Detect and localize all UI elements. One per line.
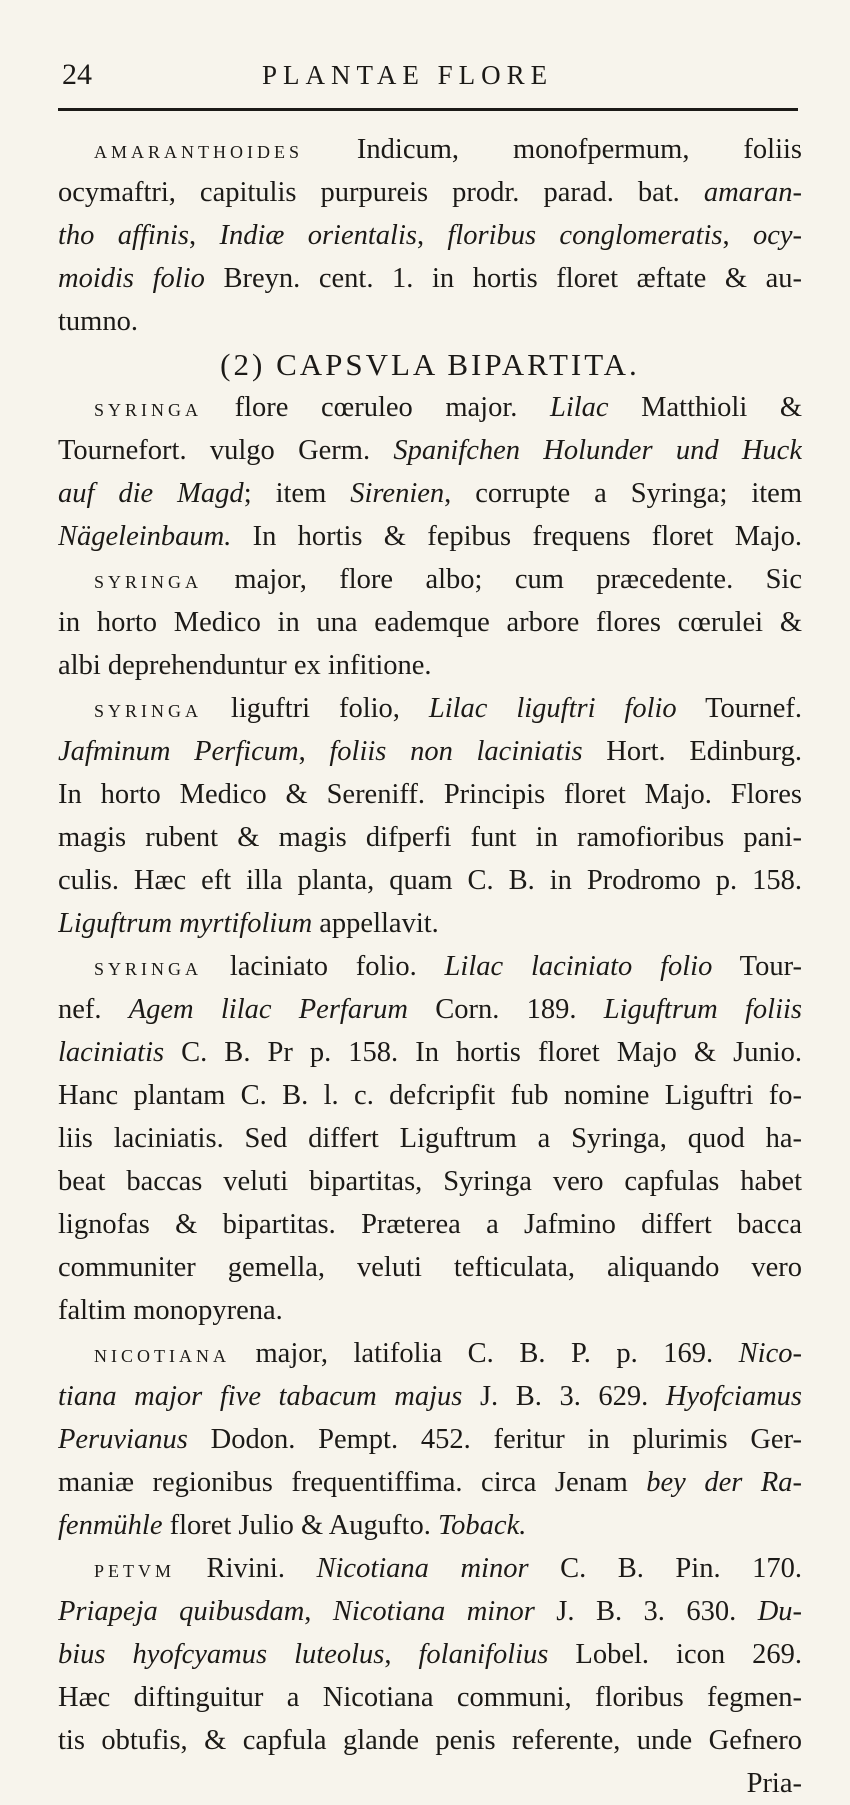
text-line: in horto Medico in una eademque arbore flores cœrulei & [58, 607, 802, 638]
header-rule [58, 108, 798, 111]
text-line: Peruvianus Dodon. Pempt. 452. feritur in plurimis Ger- [58, 1424, 802, 1455]
section-heading: (2) CAPSVLA BIPARTITA. [220, 347, 640, 382]
text-line: communiter gemella, veluti tefticulata, aliquando vero [58, 1252, 802, 1283]
text-line: Hæc diftinguitur a Nicotiana communi, floribus fegmen- [58, 1682, 802, 1713]
text-line: Jafminum Perficum, foliis non laciniatis Hort. Edinburg. [58, 736, 802, 767]
text-line: maniæ regionibus frequentiffima. circa Jenam bey der Ra- [58, 1467, 802, 1498]
text-line: SYRINGA flore cœruleo major. Lilac Matthioli & [94, 392, 802, 423]
text-line: tis obtufis, & capfula glande penis referente, unde Gefnero [58, 1725, 802, 1756]
text-line: tiana major five tabacum majus J. B. 3. 629. Hyofciamus [58, 1381, 802, 1412]
text-line: In horto Medico & Sereniff. Principis floret Majo. Flores [58, 779, 802, 810]
running-title: PLANTAE FLORE [262, 60, 554, 90]
text-line: SYRINGA liguftri folio, Lilac liguftri folio Tournef. [94, 693, 802, 724]
text-line: Tournefort. vulgo Germ. Spanifchen Holunder und Huck [58, 435, 802, 466]
text-line: Hanc plantam C. B. l. c. defcripfit fub nomine Liguftri fo- [58, 1080, 802, 1111]
catchword: Pria- [746, 1768, 802, 1799]
text-line: tumno. [58, 306, 138, 337]
text-line: PETVM Rivini. Nicotiana minor C. B. Pin. 170. [94, 1553, 802, 1584]
text-line: Priapeja quibusdam, Nicotiana minor J. B. 3. 630. Du- [58, 1596, 802, 1627]
text-line: magis rubent & magis difperfi funt in ramofioribus pani- [58, 822, 802, 853]
text-line: SYRINGA major, flore albo; cum præcedente. Sic [94, 564, 802, 595]
text-line: ocymaftri, capitulis purpureis prodr. parad. bat. amaran- [58, 177, 802, 208]
text-line: fenmühle floret Julio & Augufto. Toback. [58, 1510, 527, 1541]
page-number: 24 [62, 58, 92, 91]
text-line: auf die Magd; item Sirenien, corrupte a Syringa; item [58, 478, 802, 509]
text-line: bius hyofcyamus luteolus, folanifolius Lobel. icon 269. [58, 1639, 802, 1670]
text-line: liis laciniatis. Sed differt Liguftrum a Syringa, quod ha- [58, 1123, 802, 1154]
text-line: laciniatis C. B. Pr p. 158. In hortis floret Majo & Junio. [58, 1037, 802, 1068]
text-line: tho affinis, Indiæ orientalis, floribus conglomeratis, ocy- [58, 220, 802, 251]
text-line: NICOTIANA major, latifolia C. B. P. p. 169. Nico- [94, 1338, 802, 1369]
text-line: faltim monopyrena. [58, 1295, 283, 1326]
body-text [58, 128, 802, 1805]
text-line: AMARANTHOIDES Indicum, monofpermum, foliis [94, 134, 802, 165]
text-line: Nägeleinbaum. In hortis & fepibus frequens floret Majo. [58, 521, 802, 552]
text-line: nef. Agem lilac Perfarum Corn. 189. Liguftrum foliis [58, 994, 802, 1025]
text-line: lignofas & bipartitas. Præterea a Jafmino differt bacca [58, 1209, 802, 1240]
text-line: culis. Hæc eft illa planta, quam C. B. in Prodromo p. 158. [58, 865, 802, 896]
text-line: albi deprehenduntur ex infitione. [58, 650, 432, 681]
text-line: beat baccas veluti bipartitas, Syringa vero capfulas habet [58, 1166, 802, 1197]
text-line: SYRINGA laciniato folio. Lilac laciniato folio Tour- [94, 951, 802, 982]
text-line: Liguftrum myrtifolium appellavit. [58, 908, 439, 939]
page-header [62, 58, 772, 98]
text-line: moidis folio Breyn. cent. 1. in hortis floret æftate & au- [58, 263, 802, 294]
